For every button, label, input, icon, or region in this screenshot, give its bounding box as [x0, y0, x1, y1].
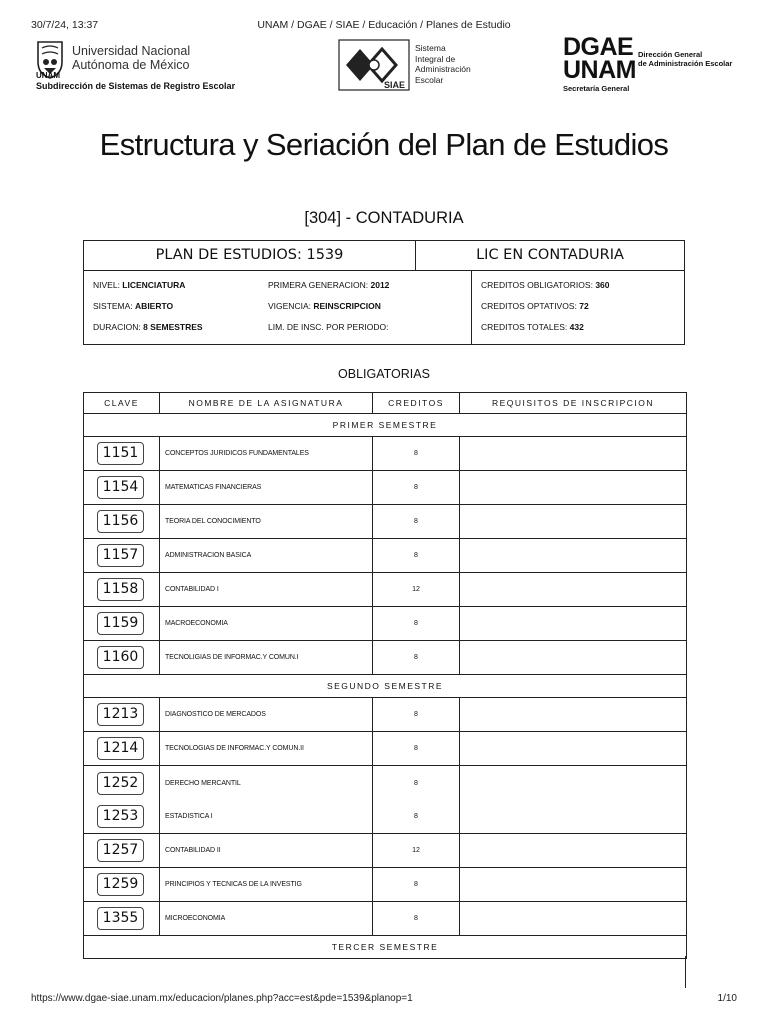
siae-text: Sistema Integral de Administración Escolar [415, 43, 471, 85]
subject-requirements [460, 800, 687, 834]
dgae-logo [563, 34, 743, 96]
primera-generacion-info: PRIMERA GENERACION: 2012 [268, 280, 390, 290]
clave-button[interactable]: 1252 [97, 772, 144, 795]
dgae-unam-text: UNAM [563, 56, 636, 84]
unam-name: Universidad Nacional Autónoma de México [72, 44, 191, 72]
duracion-info: DURACION: 8 SEMESTRES [93, 322, 203, 332]
clave-button[interactable]: 1355 [97, 907, 144, 930]
lim-insc-info: LIM. DE INSC. POR PERIODO: [268, 322, 389, 332]
subject-name: DERECHO MERCANTIL [160, 766, 373, 801]
table-continuation-line [685, 956, 686, 988]
table-row [84, 641, 687, 675]
table-row [84, 471, 687, 505]
subject-requirements [460, 766, 687, 801]
table-row [84, 437, 687, 471]
table-row [84, 834, 687, 868]
nivel-info: NIVEL: LICENCIATURA [93, 280, 186, 290]
table-row [84, 732, 687, 766]
print-datetime: 30/7/24, 13:37 [31, 19, 99, 31]
semester-row-1: PRIMER SEMESTRE [84, 414, 687, 437]
clave-button[interactable]: 1158 [97, 578, 144, 601]
subject-requirements [460, 471, 687, 505]
table-row [84, 573, 687, 607]
page-title: Estructura y Seriación del Plan de Estudios [99, 127, 669, 162]
siae-mark-icon [338, 39, 410, 91]
header-creditos: CREDITOS [373, 393, 460, 414]
subject-requirements [460, 641, 687, 675]
subject-credits: 8 [373, 732, 460, 766]
siae-logo [338, 39, 490, 91]
clave-button[interactable]: 1257 [97, 839, 144, 862]
table-row [84, 505, 687, 539]
subject-name: TECNOLIGIAS DE INFORMAC.Y COMUN.I [160, 641, 373, 675]
subject-credits: 12 [373, 834, 460, 868]
subject-requirements [460, 834, 687, 868]
plan-header-row [84, 241, 684, 271]
plan-info-box [83, 240, 685, 345]
subject-name: MATEMATICAS FINANCIERAS [160, 471, 373, 505]
subject-requirements [460, 902, 687, 936]
subject-requirements [460, 732, 687, 766]
subject-name: MACROECONOMIA [160, 607, 373, 641]
subject-credits: 8 [373, 505, 460, 539]
clave-button[interactable]: 1159 [97, 612, 144, 635]
unam-abbr: UNAM [36, 71, 60, 80]
subject-name: ADMINISTRACION BASICA [160, 539, 373, 573]
subject-requirements [460, 437, 687, 471]
header-requisitos: REQUISITOS DE INSCRIPCION [460, 393, 687, 414]
clave-button[interactable]: 1214 [97, 737, 144, 760]
dgae-direccion: Dirección General de Administración Escolar [638, 50, 733, 68]
siae-mark-text: SIAE [384, 80, 406, 90]
clave-button[interactable]: 1213 [97, 703, 144, 726]
subject-credits: 8 [373, 766, 460, 801]
section-title: OBLIGATORIAS [338, 367, 430, 381]
subject-credits: 8 [373, 539, 460, 573]
info-divider [471, 270, 472, 344]
creditos-optativos-info: CREDITOS OPTATIVOS: 72 [481, 301, 589, 311]
table-row [84, 800, 687, 834]
clave-button[interactable]: 1160 [97, 646, 144, 669]
vigencia-info: VIGENCIA: REINSCRIPCION [268, 301, 381, 311]
table-row [84, 766, 687, 801]
subject-credits: 8 [373, 868, 460, 902]
clave-button[interactable]: 1156 [97, 510, 144, 533]
table-header-row [84, 393, 687, 414]
subject-name: DIAGNOSTICO DE MERCADOS [160, 698, 373, 732]
header-nombre: NOMBRE DE LA ASIGNATURA [160, 393, 373, 414]
subject-name: CONCEPTOS JURIDICOS FUNDAMENTALES [160, 437, 373, 471]
footer-page-number: 1/10 [717, 993, 737, 1004]
subject-name: CONTABILIDAD I [160, 573, 373, 607]
subject-name: TEORIA DEL CONOCIMIENTO [160, 505, 373, 539]
clave-button[interactable]: 1259 [97, 873, 144, 896]
print-page-title: UNAM / DGAE / SIAE / Educación / Planes de Estudio [257, 19, 511, 31]
subject-requirements [460, 607, 687, 641]
subject-requirements [460, 868, 687, 902]
subject-credits: 12 [373, 573, 460, 607]
table-row [84, 607, 687, 641]
footer-url: https://www.dgae-siae.unam.mx/educacion/planes.php?acc=est&pde=1539&planop=1 [31, 993, 413, 1004]
table-row [84, 902, 687, 936]
subject-credits: 8 [373, 641, 460, 675]
subject-requirements [460, 573, 687, 607]
degree-name: LIC EN CONTADURIA [476, 247, 624, 263]
clave-button[interactable]: 1151 [97, 442, 144, 465]
subject-name: MICROECONOMIA [160, 902, 373, 936]
subject-credits: 8 [373, 902, 460, 936]
dgae-secretaria: Secretaría General [563, 84, 630, 93]
semester-row-3: TERCER SEMESTRE [84, 936, 687, 959]
semester-row-2: SEGUNDO SEMESTRE [84, 675, 687, 698]
subject-requirements [460, 539, 687, 573]
table-row [84, 539, 687, 573]
dgae-text: DGAE [563, 33, 634, 61]
clave-button[interactable]: 1154 [97, 476, 144, 499]
subject-credits: 8 [373, 437, 460, 471]
subject-requirements [460, 505, 687, 539]
sistema-info: SISTEMA: ABIERTO [93, 301, 174, 311]
subject-requirements [460, 698, 687, 732]
table-row [84, 868, 687, 902]
subdireccion-label: Subdirección de Sistemas de Registro Escolar [36, 81, 236, 91]
career-title: [304] - CONTADURIA [304, 209, 464, 227]
subject-name: PRINCIPIOS Y TECNICAS DE LA INVESTIG [160, 868, 373, 902]
subject-name: CONTABILIDAD II [160, 834, 373, 868]
header-clave: CLAVE [84, 393, 160, 414]
creditos-totales-info: CREDITOS TOTALES: 432 [481, 322, 584, 332]
subject-credits: 8 [373, 471, 460, 505]
subjects-table [83, 392, 686, 959]
subject-credits: 8 [373, 698, 460, 732]
subject-credits: 8 [373, 607, 460, 641]
subject-credits: 8 [373, 800, 460, 834]
table-row [84, 698, 687, 732]
subject-name: TECNOLOGIAS DE INFORMAC.Y COMUN.II [160, 732, 373, 766]
subject-name: ESTADISTICA I [160, 800, 373, 834]
clave-button[interactable]: 1253 [97, 805, 144, 828]
creditos-obligatorios-info: CREDITOS OBLIGATORIOS: 360 [481, 280, 610, 290]
clave-button[interactable]: 1157 [97, 544, 144, 567]
plan-number: PLAN DE ESTUDIOS: 1539 [84, 241, 416, 270]
